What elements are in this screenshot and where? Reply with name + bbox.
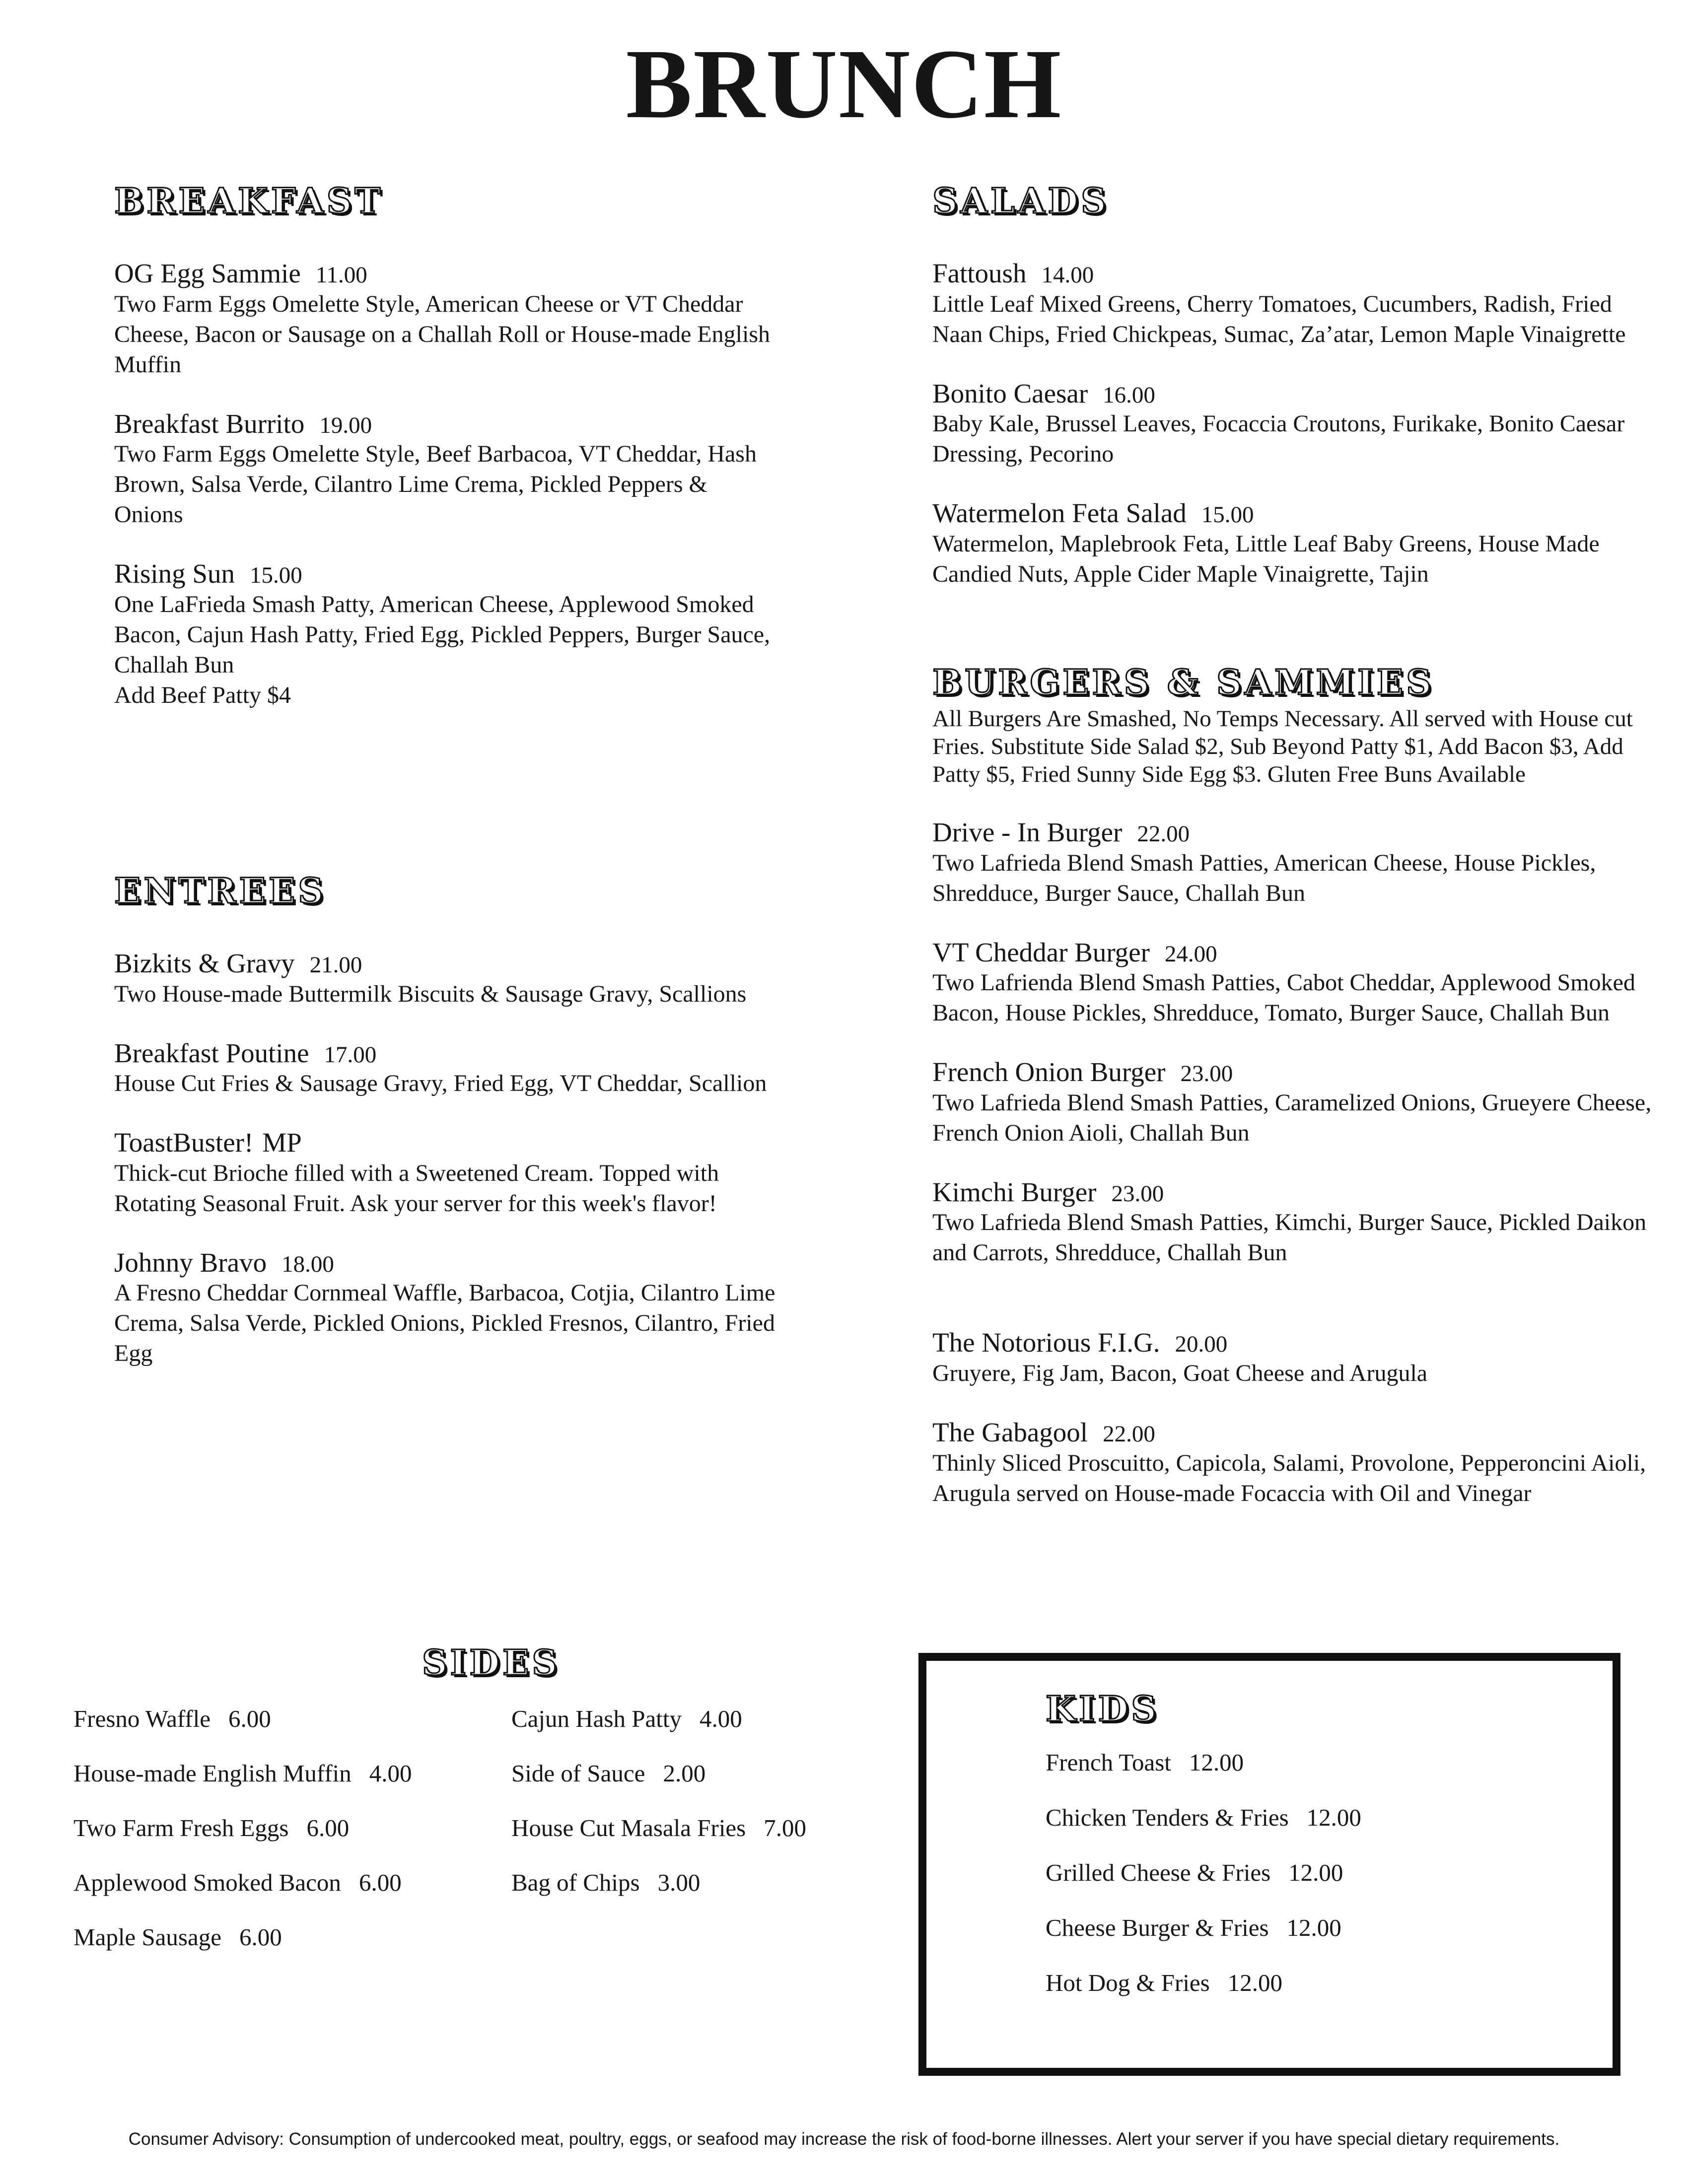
- menu-item: [114, 1127, 779, 1219]
- item-name: Breakfast Burrito: [114, 408, 305, 439]
- menu-item: [932, 1327, 1662, 1388]
- item-description: A Fresno Cheddar Cornmeal Waffle, Barbacoa, Cotjia, Cilantro Lime Crema, Salsa Verde, Pickled Onions, Pickled Fresnos, Cilantro, Fried Egg: [114, 1280, 775, 1367]
- menu-item: [932, 1417, 1662, 1508]
- menu-item: [932, 258, 1662, 349]
- item-name: Bonito Caesar: [932, 378, 1088, 409]
- menu-item: [932, 1177, 1662, 1268]
- kids-list: [1046, 1750, 1592, 2026]
- item-price: 22.00: [1137, 821, 1190, 847]
- side-name: Maple Sausage: [73, 1923, 221, 1951]
- menu-item: [114, 258, 779, 380]
- side-item: [73, 1761, 481, 1816]
- entrees-heading: ENTREES: [114, 870, 326, 911]
- side-price: 4.00: [369, 1760, 412, 1787]
- side-name: Applewood Smoked Bacon: [73, 1869, 341, 1896]
- item-description: Two Farm Eggs Omelette Style, Beef Barbacoa, VT Cheddar, Hash Brown, Salsa Verde, Cilantro Lime Crema, Pickled Peppers & Onions: [114, 441, 757, 528]
- item-name: ToastBuster!: [114, 1127, 254, 1158]
- menu-item: [114, 948, 779, 1009]
- kids-item-price: 12.00: [1288, 1859, 1343, 1886]
- side-price: 2.00: [663, 1760, 706, 1787]
- side-name: Bag of Chips: [511, 1869, 640, 1896]
- burgers-heading: BURGERS & SAMMIES: [932, 662, 1434, 703]
- side-name: Side of Sauce: [511, 1760, 645, 1787]
- side-price: 4.00: [699, 1705, 742, 1732]
- item-name: Kimchi Burger: [932, 1176, 1097, 1207]
- kids-heading: KIDS: [1046, 1688, 1159, 1729]
- side-name: House-made English Muffin: [73, 1760, 352, 1787]
- side-item: [73, 1816, 481, 1870]
- item-description: Thick-cut Brioche filled with a Sweetened Cream. Topped with Rotating Seasonal Fruit. Ask your server for this week's flavor!: [114, 1160, 719, 1217]
- item-price: 11.00: [315, 262, 367, 288]
- item-price: 23.00: [1111, 1180, 1164, 1207]
- side-price: 3.00: [657, 1869, 701, 1896]
- item-price: 20.00: [1175, 1331, 1228, 1358]
- side-price: 6.00: [306, 1814, 350, 1842]
- menu-item: [932, 1057, 1662, 1148]
- item-price: 23.00: [1180, 1061, 1233, 1087]
- item-name: Watermelon Feta Salad: [932, 498, 1187, 529]
- item-name: Fattoush: [932, 258, 1027, 288]
- side-price: 6.00: [239, 1923, 282, 1951]
- kids-item: [1046, 1805, 1592, 1860]
- burgers-intro: All Burgers Are Smashed, No Temps Necessary. All served with House cut Fries. Substitute Side Salad $2, Sub Beyond Patty $1, Add Bacon $3, Add Patty $5, Fried Sunny Side Egg $3. Gluten Free Buns Available: [932, 706, 1633, 787]
- page-title: BRUNCH: [626, 29, 1062, 139]
- sides-heading: SIDES: [422, 1642, 560, 1683]
- menu-item: [932, 817, 1662, 908]
- sides-list-right: [511, 1706, 889, 1925]
- item-name: OG Egg Sammie: [114, 258, 301, 288]
- item-price: 22.00: [1103, 1421, 1155, 1447]
- item-name: Breakfast Poutine: [114, 1037, 309, 1068]
- item-description: House Cut Fries & Sausage Gravy, Fried Egg, VT Cheddar, Scallion: [114, 1070, 767, 1097]
- kids-item: [1046, 1860, 1592, 1915]
- breakfast-section: [114, 180, 779, 739]
- side-item: [511, 1761, 889, 1816]
- kids-item-name: Chicken Tenders & Fries: [1046, 1804, 1289, 1831]
- item-price: 16.00: [1103, 382, 1155, 408]
- kids-box: [918, 1653, 1620, 2076]
- item-description: One LaFrieda Smash Patty, American Cheese, Applewood Smoked Bacon, Cajun Hash Patty, Fried Egg, Pickled Peppers, Burger Sauce, Challah Bun: [114, 591, 771, 678]
- item-price: MP: [262, 1127, 302, 1158]
- entrees-section: [114, 870, 779, 1397]
- item-addon: Add Beef Patty $4: [114, 682, 291, 708]
- item-description: Two Farm Eggs Omelette Style, American Cheese or VT Cheddar Cheese, Bacon or Sausage on a Challah Roll or House-made English Muffin: [114, 290, 771, 378]
- kids-item-name: French Toast: [1046, 1749, 1171, 1776]
- item-price: 19.00: [319, 412, 372, 438]
- kids-item-name: Cheese Burger & Fries: [1046, 1914, 1269, 1941]
- item-description: Watermelon, Maplebrook Feta, Little Leaf Baby Greens, House Made Candied Nuts, Apple Cider Maple Vinaigrette, Tajin: [932, 530, 1600, 587]
- item-name: VT Cheddar Burger: [932, 937, 1150, 967]
- item-price: 21.00: [309, 952, 362, 978]
- item-price: 15.00: [1201, 502, 1254, 528]
- menu-item: [114, 558, 779, 710]
- item-name: French Onion Burger: [932, 1057, 1166, 1088]
- kids-item: [1046, 1915, 1592, 1971]
- item-description: Gruyere, Fig Jam, Bacon, Goat Cheese and Arugula: [932, 1360, 1428, 1386]
- item-description: Two Lafrieda Blend Smash Patties, American Cheese, House Pickles, Shredduce, Burger Sauce, Challah Bun: [932, 849, 1596, 906]
- side-name: Fresno Waffle: [73, 1705, 211, 1732]
- item-price: 24.00: [1164, 941, 1217, 967]
- side-item: [511, 1706, 889, 1761]
- kids-item-price: 12.00: [1286, 1914, 1341, 1941]
- kids-item: [1046, 1750, 1592, 1805]
- side-price: 7.00: [764, 1814, 806, 1842]
- side-item: [73, 1925, 481, 1979]
- side-item: [73, 1706, 481, 1761]
- item-name: Drive - In Burger: [932, 817, 1123, 847]
- item-description: Thinly Sliced Proscuitto, Capicola, Salami, Provolone, Pepperoncini Aioli, Arugula served on House-made Focaccia with Oil and Vinegar: [932, 1449, 1646, 1506]
- item-price: 18.00: [281, 1251, 334, 1277]
- item-name: The Gabagool: [932, 1417, 1088, 1447]
- item-price: 15.00: [250, 562, 302, 589]
- item-name: Johnny Bravo: [114, 1247, 267, 1278]
- side-price: 6.00: [228, 1705, 271, 1732]
- burgers-section: [932, 662, 1662, 1537]
- consumer-advisory: Consumer Advisory: Consumption of undercooked meat, poultry, eggs, or seafood may increase the risk of food-borne illnesses. Alert your server if you have special dietary requirements.: [128, 2129, 1560, 2149]
- breakfast-heading: BREAKFAST: [114, 180, 384, 221]
- item-description: Baby Kale, Brussel Leaves, Focaccia Croutons, Furikake, Bonito Caesar Dressing, Pecorino: [932, 410, 1625, 468]
- item-price: 17.00: [324, 1041, 377, 1068]
- item-name: Rising Sun: [114, 558, 235, 589]
- menu-item: [114, 1247, 779, 1369]
- salads-heading: SALADS: [932, 180, 1109, 221]
- item-description: Two Lafrieda Blend Smash Patties, Caramelized Onions, Grueyere Cheese, French Onion Aioli, Challah Bun: [932, 1089, 1652, 1146]
- kids-item-price: 12.00: [1227, 1969, 1282, 1996]
- side-name: Two Farm Fresh Eggs: [73, 1814, 289, 1842]
- item-name: The Notorious F.I.G.: [932, 1327, 1160, 1358]
- side-price: 6.00: [358, 1869, 402, 1896]
- menu-item: [932, 937, 1662, 1028]
- item-name: Bizkits & Gravy: [114, 948, 295, 978]
- salads-section: [932, 180, 1662, 618]
- kids-item-price: 12.00: [1306, 1804, 1361, 1831]
- menu-item: [114, 1038, 779, 1099]
- item-description: Two Lafrieda Blend Smash Patties, Kimchi, Burger Sauce, Pickled Daikon and Carrots, Shredduce, Challah Bun: [932, 1209, 1647, 1266]
- side-name: House Cut Masala Fries: [511, 1814, 746, 1842]
- item-description: Two Lafrienda Blend Smash Patties, Cabot Cheddar, Applewood Smoked Bacon, House Pickles, Shredduce, Tomato, Burger Sauce, Challah Bun: [932, 969, 1635, 1026]
- side-name: Cajun Hash Patty: [511, 1705, 682, 1732]
- side-item: [511, 1816, 889, 1870]
- item-description: Little Leaf Mixed Greens, Cherry Tomatoes, Cucumbers, Radish, Fried Naan Chips, Fried Chickpeas, Sumac, Za’atar, Lemon Maple Vinaigrette: [932, 290, 1626, 347]
- item-price: 14.00: [1041, 262, 1094, 288]
- menu-item: [932, 378, 1662, 470]
- item-description: Two House-made Buttermilk Biscuits & Sausage Gravy, Scallions: [114, 980, 747, 1007]
- kids-item-price: 12.00: [1189, 1749, 1244, 1776]
- menu-item: [114, 409, 779, 530]
- kids-item-name: Grilled Cheese & Fries: [1046, 1859, 1271, 1886]
- sides-list-left: [73, 1706, 481, 1979]
- menu-item: [932, 498, 1662, 589]
- side-item: [511, 1870, 889, 1925]
- side-item: [73, 1870, 481, 1925]
- kids-item: [1046, 1971, 1592, 2026]
- kids-item-name: Hot Dog & Fries: [1046, 1969, 1210, 1996]
